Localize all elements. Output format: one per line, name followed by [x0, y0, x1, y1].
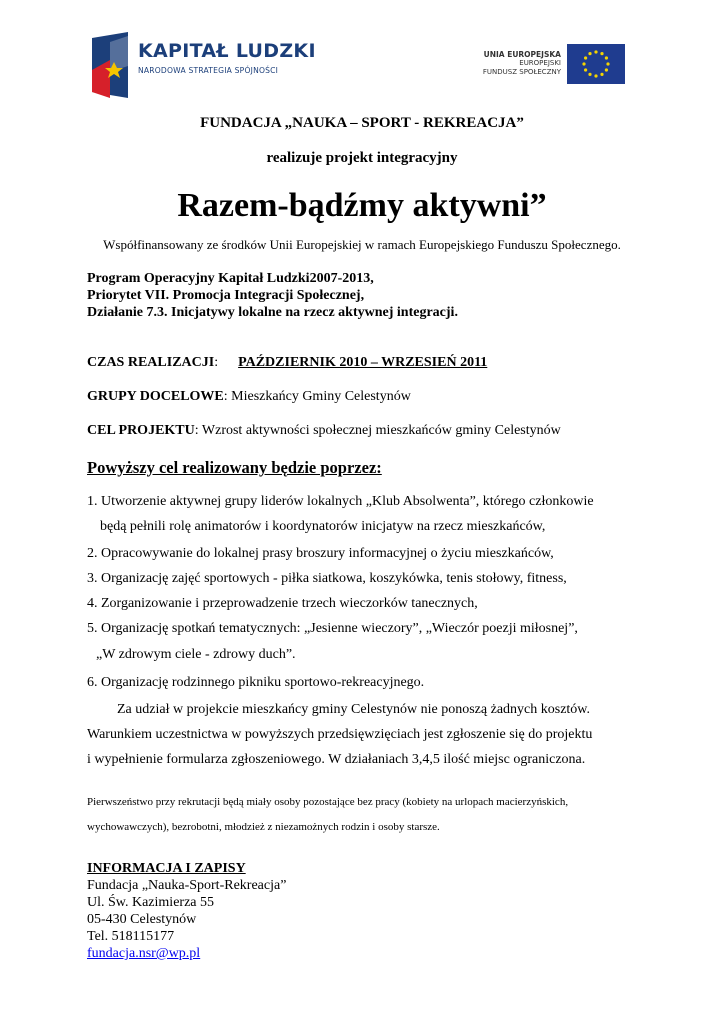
kapital-ludzki-title: KAPITAŁ LUDZKI: [138, 40, 316, 62]
foundation-name: FUNDACJA „NAUKA – SPORT - REKREACJA”: [200, 115, 524, 131]
list-item-continuation: będą pełnili rolę animatorów i koordynatorów inicjatyw na rzecz mieszkańców,: [100, 519, 546, 534]
priority-note: Pierwszeństwo przy rekrutacji będą miały osoby pozostające bez pracy (kobiety na urlopach macierzyńskich,: [87, 796, 569, 808]
contact-name: Fundacja „Nauka-Sport-Rekreacja”: [87, 878, 287, 893]
priority-note: wychowawczych), bezrobotni, młodzież z niezamożnych rodzin i osoby starsze.: [87, 821, 440, 833]
program-block: [87, 270, 458, 321]
groups-row: [87, 389, 411, 405]
logo-bar: [0, 28, 724, 103]
eu-logo-text: [483, 50, 561, 77]
contact-city: 05-430 Celestynów: [87, 912, 197, 927]
time-value: PAŹDZIERNIK 2010 – WRZESIEŃ 2011: [238, 355, 488, 370]
kapital-ludzki-logo: [88, 32, 316, 98]
project-title: Razem-bądźmy aktywni”: [177, 187, 547, 224]
kapital-ludzki-subtitle: NARODOWA STRATEGIA SPÓJNOŚCI: [138, 66, 279, 75]
program-line: Program Operacyjny Kapitał Ludzki2007-2013,: [87, 271, 374, 286]
eu-union-label: UNIA EUROPEJSKA: [483, 50, 561, 59]
participation-note: i wypełnienie formularza zgłoszeniowego. W działaniach 3,4,5 ilość miejsc ograniczona.: [87, 752, 586, 767]
eu-fund-label-1: EUROPEJSKI: [519, 59, 561, 67]
contact-block: [87, 860, 286, 962]
list-item: 5. Organizację spotkań tematycznych: „Jesienne wieczory”, „Wieczór poezji miłosnej”,: [87, 621, 578, 636]
groups-value: : Mieszkańcy Gminy Celestynów: [223, 389, 411, 404]
list-item: 1. Utworzenie aktywnej grupy liderów lokalnych „Klub Absolwenta”, którego członkowie: [87, 494, 594, 509]
eu-fund-label-2: FUNDUSZ SPOŁECZNY: [482, 68, 561, 76]
list-item: 4. Zorganizowanie i przeprowadzenie trzech wieczorków tanecznych,: [87, 596, 478, 611]
list-item: 6. Organizację rodzinnego pikniku sportowo-rekreacyjnego.: [87, 675, 425, 690]
eu-flag-icon: [567, 44, 625, 84]
goal-label: CEL PROJEKTU: [87, 423, 195, 438]
program-line: Działanie 7.3. Inicjatywy lokalne na rzecz aktywnej integracji.: [87, 305, 458, 320]
goal-value: : Wzrost aktywności społecznej mieszkańców gminy Celestynów: [194, 423, 561, 438]
groups-label: GRUPY DOCELOWE: [87, 389, 224, 404]
list-item-continuation: „W zdrowym ciele - zdrowy duch”.: [96, 647, 296, 662]
cofinancing-note: Współfinansowany ze środków Unii Europejskiej w ramach Europejskiego Funduszu Społecznego.: [103, 237, 621, 252]
project-intro: realizuje projekt integracyjny: [266, 150, 458, 166]
goal-row: [87, 423, 561, 439]
contact-email-link[interactable]: fundacja.nsr@wp.pl: [87, 946, 201, 961]
contact-street: Ul. Św. Kazimierza 55: [87, 895, 214, 910]
program-line: Priorytet VII. Promocja Integracji Społecznej,: [87, 288, 365, 303]
contact-heading: INFORMACJA I ZAPISY: [87, 861, 246, 876]
goal-heading: Powyższy cel realizowany będzie poprzez:: [87, 458, 382, 477]
list-item: 3. Organizację zajęć sportowych - piłka siatkowa, koszykówka, tenis stołowy, fitness,: [87, 571, 567, 586]
participation-note: Warunkiem uczestnictwa w powyższych przedsięwzięciach jest zgłoszenie się do projektu: [87, 727, 593, 742]
time-row: [87, 355, 487, 371]
time-label: CZAS REALIZACJI: [87, 355, 215, 370]
kapital-ludzki-logo-icon: [88, 32, 132, 98]
contact-phone: Tel. 518115177: [87, 929, 175, 944]
list-item: 2. Opracowywanie do lokalnej prasy broszury informacyjnej o życiu mieszkańców,: [87, 546, 554, 561]
participation-note: Za udział w projekcie mieszkańcy gminy Celestynów nie ponoszą żadnych kosztów.: [117, 702, 591, 717]
eu-logo: [470, 44, 625, 84]
time-separator: :: [214, 355, 219, 370]
